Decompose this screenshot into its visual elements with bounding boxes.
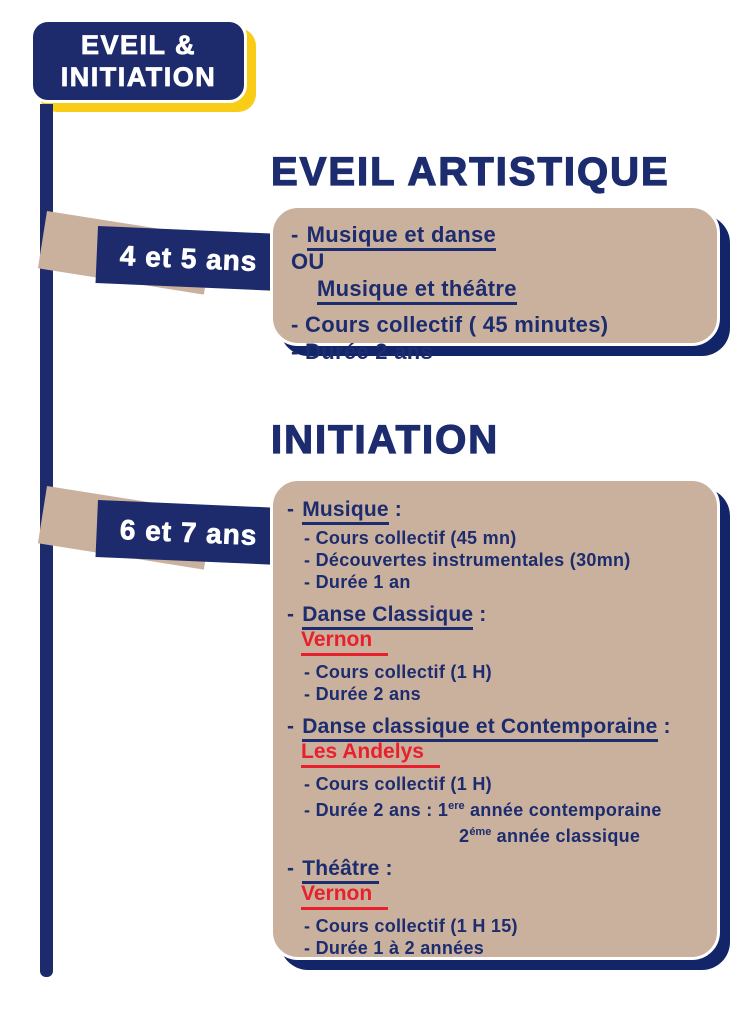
item-duree: - Durée 1 à 2 années	[304, 938, 485, 958]
duree-lead: - Durée 2 ans : 1	[304, 800, 449, 820]
badge-line1: EVEIL &	[80, 30, 197, 60]
program-location	[287, 627, 703, 656]
item-duree: - Durée 2 ans	[304, 684, 421, 704]
program-danse-contemporaine	[287, 715, 703, 847]
dash-bullet: -	[287, 603, 295, 626]
option-line-1	[291, 221, 699, 248]
program-musique	[287, 498, 703, 593]
eveil-artistique-heading: EVEIL ARTISTIQUE	[271, 150, 670, 194]
duree-rest2: année classique	[491, 826, 641, 846]
colon: :	[479, 603, 487, 626]
location-vernon: Vernon	[301, 627, 388, 656]
dash-bullet: -	[291, 222, 299, 247]
item-duree-annee-1	[304, 795, 703, 821]
program-title-text: Théâtre	[302, 857, 379, 884]
program-title-text: Danse Classique	[302, 603, 473, 630]
program-danse-contemporaine-items	[287, 773, 703, 847]
eveil-initiation-badge	[30, 19, 247, 103]
eveil-detail-cours: - Cours collectif ( 45 minutes)	[291, 312, 609, 337]
program-theatre-items	[287, 915, 703, 959]
colon: :	[663, 715, 671, 738]
location-vernon: Vernon	[301, 881, 388, 910]
option-musique-et-theatre: Musique et théâtre	[317, 276, 517, 305]
program-musique-title	[287, 498, 703, 522]
option-line-2	[291, 275, 699, 302]
dash-bullet: -	[287, 498, 295, 521]
item-duree-annee-2	[304, 821, 703, 847]
item-cours-collectif: - Cours collectif (1 H 15)	[304, 916, 518, 936]
eveil-content-box	[270, 205, 720, 364]
program-theatre	[287, 857, 703, 959]
superscript-eme: éme	[469, 826, 492, 838]
item-decouvertes: - Découvertes instrumentales (30mn)	[304, 550, 631, 570]
item-cours-collectif: - Cours collectif (1 H)	[304, 662, 492, 682]
program-location	[287, 881, 703, 910]
age-label-4-5-ans: 4 et 5 ans	[96, 226, 282, 291]
dash-bullet: -	[287, 715, 295, 738]
duree-rest: année contemporaine	[464, 800, 662, 820]
program-danse-contemporaine-title	[287, 715, 703, 739]
dash-bullet: -	[287, 857, 295, 880]
item-cours-collectif: - Cours collectif (45 mn)	[304, 528, 517, 548]
program-title-text: Musique	[302, 498, 389, 525]
colon: :	[385, 857, 393, 880]
initiation-heading: INITIATION	[271, 418, 500, 462]
eveil-detail-duree: - Durée 2 ans	[291, 339, 434, 364]
or-label: OU	[291, 249, 325, 274]
program-danse-classique	[287, 603, 703, 705]
program-danse-classique-title	[287, 603, 703, 627]
program-location	[287, 739, 703, 768]
option-musique-et-danse: Musique et danse	[307, 222, 496, 251]
program-musique-items	[287, 527, 703, 593]
superscript-ere: ere	[448, 800, 465, 812]
initiation-content-box	[270, 478, 720, 960]
location-les-andelys: Les Andelys	[301, 739, 440, 768]
colon: :	[394, 498, 402, 521]
program-theatre-title	[287, 857, 703, 881]
item-duree: - Durée 1 an	[304, 572, 411, 592]
program-danse-classique-items	[287, 661, 703, 705]
item-cours-collectif: - Cours collectif (1 H)	[304, 774, 492, 794]
duree-num2: 2	[459, 826, 470, 846]
badge-line2: INITIATION	[60, 62, 217, 92]
program-title-text: Danse classique et Contemporaine	[302, 715, 657, 742]
age-label-6-7-ans: 6 et 7 ans	[96, 500, 282, 565]
